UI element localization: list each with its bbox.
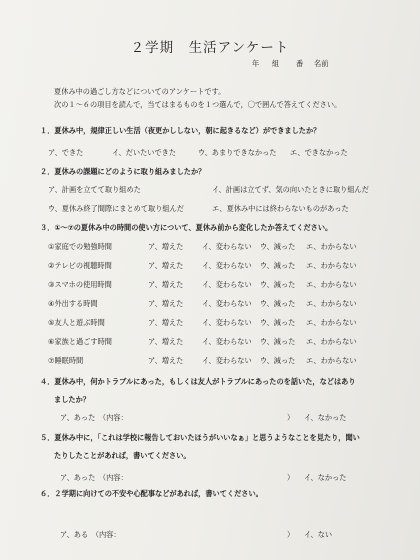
q2-option-d[interactable]: エ、夏休み中には終わらないものがあった [212,204,349,213]
q3-item6-option-a[interactable]: ア、増えた [148,337,184,346]
q3-item5-option-a[interactable]: ア、増えた [148,318,184,327]
q1-option-d[interactable]: エ、できなかった [290,148,348,157]
q3-item6-option-c[interactable]: ウ、減った [260,337,296,346]
q3-item7-option-d[interactable]: エ、わからない [306,356,357,365]
q2-option-b[interactable]: イ、計画は立てず、気の向いたときに取り組んだ [212,185,369,194]
q3-item7-option-b[interactable]: イ、変わらない [202,356,252,365]
q3-item3-option-a[interactable]: ア、増えた [148,280,184,289]
q3-item1-option-c[interactable]: ウ、減った [260,242,296,251]
q1-option-b[interactable]: イ、だいたいできた [112,148,177,157]
q3-item5-option-c[interactable]: ウ、減った [260,318,296,327]
intro-line-1: 夏休み中の過ごし方などについてのアンケートです。 [54,87,226,96]
q3-item6-option-b[interactable]: イ、変わらない [202,337,252,346]
q6-close-paren: ） [287,530,295,539]
q3-item1-option-a[interactable]: ア、増えた [148,242,184,251]
q3-item2-option-d[interactable]: エ、わからない [306,261,357,270]
q5-close-paren: ） [287,473,295,482]
q5-option-a[interactable]: ア、あった （内容： [60,473,128,482]
q3-item3-option-c[interactable]: ウ、減った [260,280,296,289]
q3-item1-option-b[interactable]: イ、変わらない [202,242,252,251]
q3-item4-option-a[interactable]: ア、増えた [148,299,184,308]
q1-option-a[interactable]: ア、できた [48,148,84,157]
q3-item3-option-d[interactable]: エ、わからない [306,280,357,289]
q3-item5-option-d[interactable]: エ、わからない [306,318,357,327]
q4-close-paren: ） [287,413,295,422]
q3-item5-option-b[interactable]: イ、変わらない [202,318,252,327]
q5-option-b[interactable]: イ、なかった [304,473,347,482]
q4-option-b[interactable]: イ、なかった [304,413,347,422]
q3-item2-option-c[interactable]: ウ、減った [260,261,296,270]
q6-option-a[interactable]: ア、ある （内容： [60,530,121,539]
q3-item7-option-a[interactable]: ア、増えた [148,356,184,365]
intro-line-2: 次の１～６の項目を読んで，当てはまるものを１つ選んで，〇で囲んで答えてください。 [54,100,342,109]
q3-item2-option-b[interactable]: イ、変わらない [202,261,252,270]
q3-item4-option-d[interactable]: エ、わからない [306,299,357,308]
q3-item-label: ③スマホの使用時間 [48,280,112,289]
q2-option-c[interactable]: ウ、夏休み終了間際にまとめて取り組んだ [48,204,184,213]
q6-option-b[interactable]: イ、ない [304,530,333,539]
question-4: ４．夏休み中，何かトラブルにあった，もしくは友人がトラブルにあったのを話いた，などはあり [40,377,356,386]
header-year-label: 年 [252,59,260,68]
question-4-cont: ましたか？ [54,395,90,404]
header-number-label: 番 [296,59,304,68]
q2-option-a[interactable]: ア、計画を立てて取り組めた [48,185,141,194]
header-class-label: 組 [272,59,280,68]
question-1: １．夏休み中，規律正しい生活（夜更かししない，朝に起きるなど）ができましたか？ [40,126,321,135]
q3-item2-option-a[interactable]: ア、増えた [148,261,184,270]
q3-item-label: ⑤友人と遊ぶ時間 [48,318,105,327]
question-2: ２．夏休みの課題にどのように取り組みましたか？ [40,167,206,176]
q3-item4-option-b[interactable]: イ、変わらない [202,299,252,308]
page-title: ２学期 生活アンケート [130,40,290,56]
q3-item-label: ②テレビの視聴時間 [48,261,112,270]
q3-item3-option-b[interactable]: イ、変わらない [202,280,252,289]
q3-item6-option-d[interactable]: エ、わからない [306,337,357,346]
q3-item7-option-c[interactable]: ウ、減った [260,356,296,365]
question-6: ６．２学期に向けての不安や心配事などがあれば，書いてください。 [40,489,263,498]
question-5-cont: たりしたことがあれば，書いてください。 [54,451,191,460]
q3-item1-option-d[interactable]: エ、わからない [306,242,357,251]
question-5: ５．夏休み中に，「これは学校に報告しておいたほうがいいなぁ」と思うようなことを見たり，聞い [40,433,360,442]
q3-item-label: ⑥家族と過ごす時間 [48,337,112,346]
q3-item-label: ⑦睡眠時間 [48,356,84,365]
header-name-label: 名前 [314,59,329,68]
q1-option-c[interactable]: ウ、あまりできなかった [198,148,277,157]
q3-item-label: ①家庭での勉強時間 [48,242,112,251]
q3-item4-option-c[interactable]: ウ、減った [260,299,296,308]
question-3: ３．①～⑦の夏休み中の時間の使い方について、夏休み前から変化したか答えてください。 [40,223,333,232]
q4-option-a[interactable]: ア、あった （内容： [60,413,128,422]
q3-item-label: ④外出する時間 [48,299,98,308]
